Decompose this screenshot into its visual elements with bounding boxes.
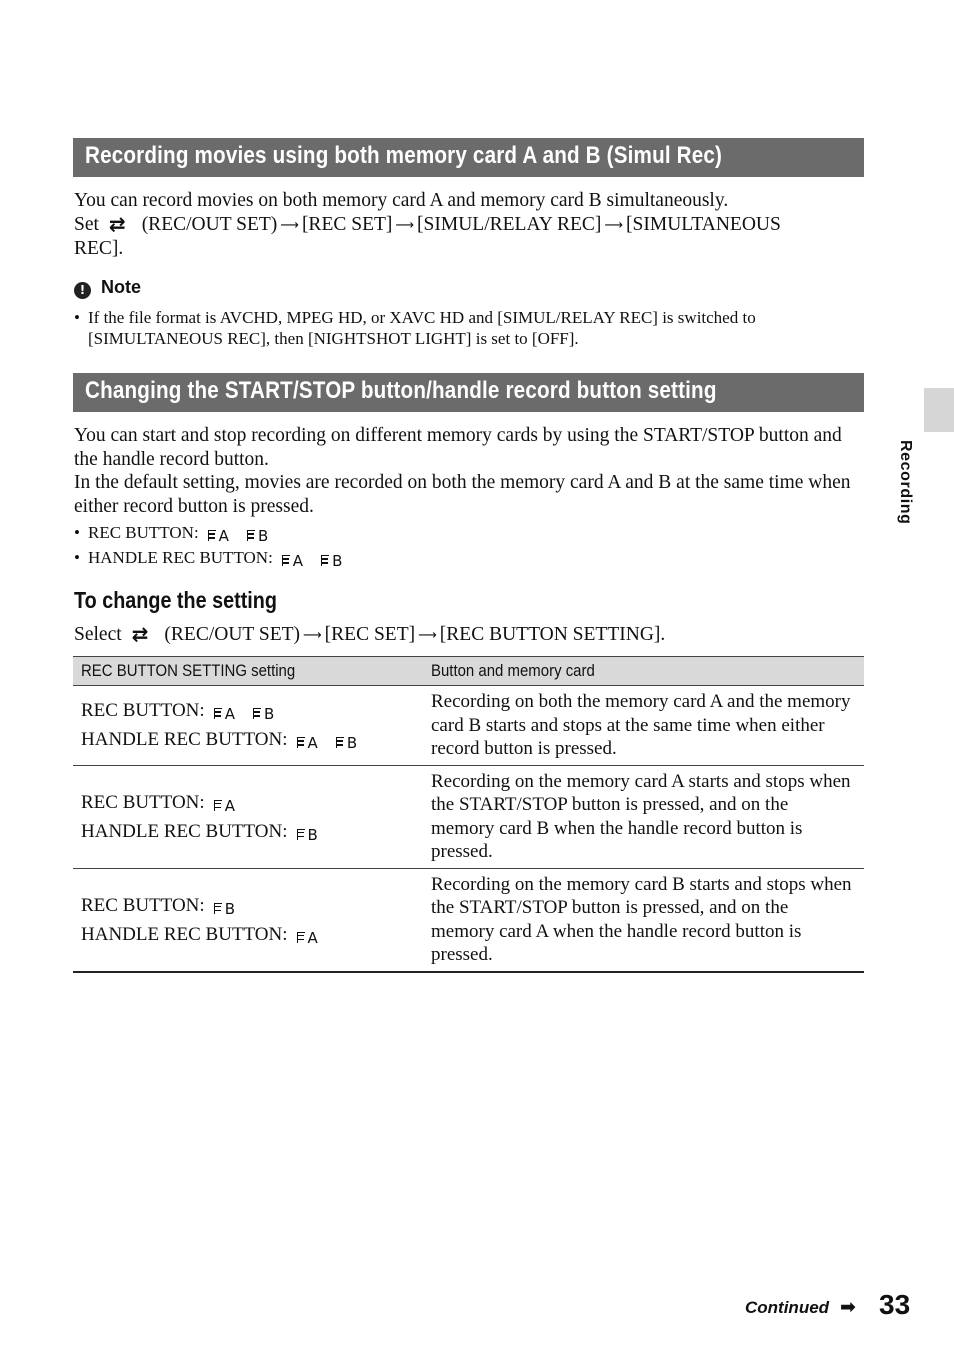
note-heading xyxy=(74,277,141,299)
rec-button-line: REC BUTTON: B xyxy=(81,894,235,918)
right-arrow-icon: ⟶ xyxy=(418,628,437,643)
description-cell: Recording on the memory card A starts and stops when the START/STOP button is pressed, and on the memory card B when the handle record button is pressed. xyxy=(423,765,864,868)
section1-menu-path xyxy=(74,213,864,238)
section1-line3: REC]. xyxy=(74,238,124,259)
handle-rec-button-line: HANDLE REC BUTTON: A xyxy=(81,923,318,947)
select-word: Select xyxy=(74,624,122,645)
bullet-content xyxy=(88,522,848,544)
right-arrow-icon: ⟶ xyxy=(280,217,299,233)
memory-card-a-icon: A xyxy=(297,736,318,751)
memory-card-b-icon: B xyxy=(253,707,274,722)
section1-body xyxy=(74,189,864,261)
rec-button-line: REC BUTTON: A B xyxy=(81,700,275,724)
table-header-description: Button and memory card xyxy=(423,657,864,686)
memory-card-a-icon: A xyxy=(208,529,229,544)
table-header-row xyxy=(73,657,864,686)
section-title: Changing the START/STOP button/handle record button setting xyxy=(85,377,717,404)
section2-para1: You can start and stop recording on different memory cards by using the START/STOP button and the handle record button. xyxy=(74,425,842,470)
note-text: If the file format is AVCHD, MPEG HD, or XAVC HD and [SIMUL/RELAY REC] is switched to [SIMULTANEOUS REC], then [NIGHTSHOT LIGHT] is set to [OFF]. xyxy=(88,308,756,348)
path-item: [REC SET] xyxy=(301,213,393,235)
memory-card-a-icon: A xyxy=(214,707,235,722)
memory-card-a-icon: A xyxy=(282,554,303,569)
chapter-label: Recording xyxy=(897,440,914,525)
memory-card-b-icon: B xyxy=(321,554,342,569)
page-number: 33 xyxy=(879,1289,911,1320)
memory-card-b-icon: B xyxy=(247,529,268,544)
path-item: (REC/OUT SET) xyxy=(141,213,278,235)
section-title: Recording movies using both memory card A and B (Simul Rec) xyxy=(85,142,723,169)
memory-card-a-icon: A xyxy=(214,799,235,814)
memory-card-a-icon: A xyxy=(297,931,318,946)
description-cell: Recording on both the memory card A and the memory card B starts and stops at the same time when either record button is pressed. xyxy=(423,686,864,766)
right-arrow-icon: ⟶ xyxy=(395,217,415,233)
setting-cell xyxy=(73,765,423,868)
setting-cell xyxy=(73,686,423,766)
rec-out-set-icon: ⇄ xyxy=(108,211,126,236)
memory-card-b-icon: B xyxy=(297,828,318,843)
bullet-content xyxy=(88,547,848,569)
handle-rec-button-line: HANDLE REC BUTTON: A B xyxy=(81,729,358,753)
subsection-title: To change the setting xyxy=(74,587,277,613)
table-row xyxy=(73,686,864,766)
right-arrow-icon: ⟶ xyxy=(303,628,322,643)
bullet-dot: • xyxy=(74,548,80,567)
set-word: Set xyxy=(74,213,99,235)
continued-arrow-icon: ➡ xyxy=(840,1296,856,1318)
section1-line1: You can record movies on both memory card A and memory card B simultaneously. xyxy=(74,190,729,211)
subsection-menu-path xyxy=(74,623,864,648)
bullet-label: REC BUTTON: xyxy=(88,523,199,542)
rec-button-line: REC BUTTON: A xyxy=(81,791,235,815)
section2-para2: In the default setting, movies are recorded on both the memory card A and B at the same time when either record button is pressed. xyxy=(74,472,851,517)
handle-rec-button-line: HANDLE REC BUTTON: B xyxy=(81,820,318,844)
memory-card-b-icon: B xyxy=(214,902,235,917)
note-icon: ! xyxy=(74,282,91,299)
section2-body xyxy=(74,424,864,518)
settings-table xyxy=(73,656,864,973)
table-row xyxy=(73,868,864,972)
description-cell: Recording on the memory card B starts and stops when the START/STOP button is pressed, and on the memory card A when the handle record button is pressed. xyxy=(423,868,864,972)
bullet-dot: • xyxy=(74,308,80,327)
path-item: [SIMULTANEOUS xyxy=(626,213,781,235)
bullet-label: HANDLE REC BUTTON: xyxy=(88,548,273,567)
memory-card-b-icon: B xyxy=(336,736,357,751)
chapter-tab xyxy=(924,388,954,432)
continued-label: Continued xyxy=(745,1298,830,1317)
section-header-button-setting xyxy=(73,373,864,412)
table-row xyxy=(73,765,864,868)
note-label: Note xyxy=(101,277,141,297)
right-arrow-icon: ⟶ xyxy=(604,217,624,233)
bullet-dot: • xyxy=(74,523,80,542)
table-header-setting: REC BUTTON SETTING setting xyxy=(73,657,423,686)
path-item: [REC SET] xyxy=(324,624,416,645)
section-header-simul-rec xyxy=(73,138,864,177)
setting-cell xyxy=(73,868,423,972)
path-item: (REC/OUT SET) xyxy=(164,624,301,645)
rec-out-set-icon: ⇄ xyxy=(131,622,149,646)
path-item: [SIMUL/RELAY REC] xyxy=(417,213,602,235)
path-item: [REC BUTTON SETTING]. xyxy=(439,624,666,645)
